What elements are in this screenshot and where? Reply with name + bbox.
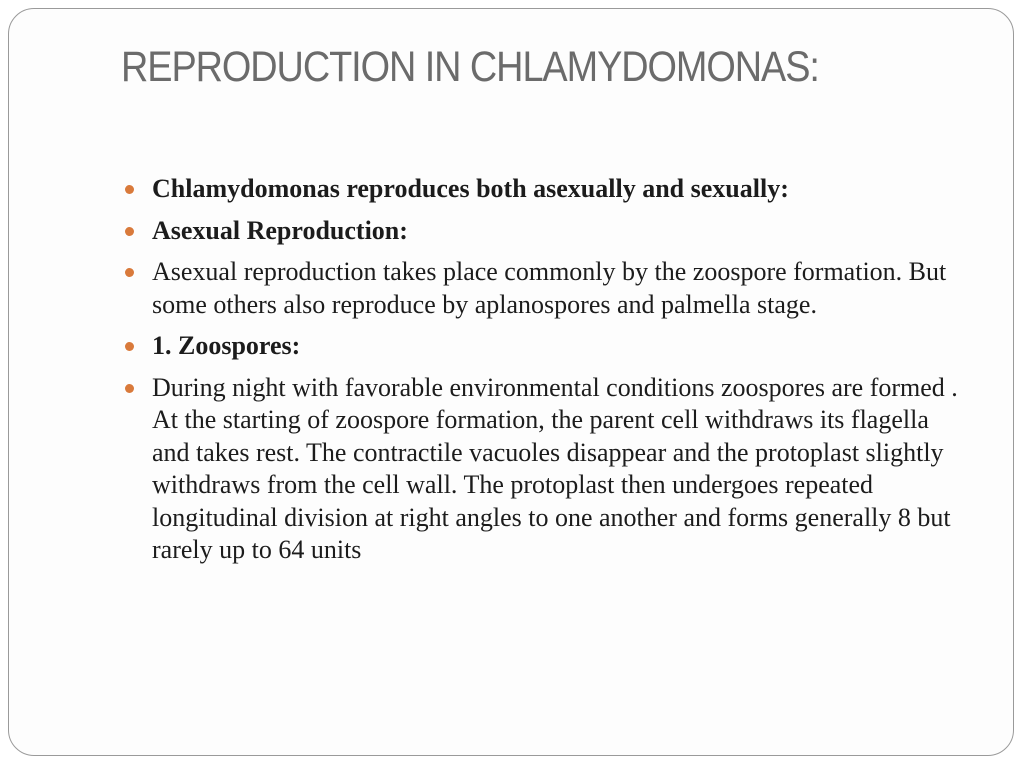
bullet-dot-icon <box>125 384 134 393</box>
bullet-list <box>121 173 971 576</box>
bullet-item <box>121 173 971 206</box>
bullet-text: Chlamydomonas reproduces both asexually and sexually: <box>152 174 789 203</box>
bullet-dot-icon <box>125 268 134 277</box>
bullet-text: Asexual reproduction takes place commonly by the zoospore formation. But some others also reproduce by aplanospores and palmella stage. <box>152 257 947 319</box>
bullet-item <box>121 372 971 567</box>
bullet-dot-icon <box>125 342 134 351</box>
bullet-text: Asexual Reproduction: <box>152 215 408 245</box>
bullet-item <box>121 256 971 321</box>
bullet-dot-icon <box>125 185 134 194</box>
bullet-text: During night with favorable environmental conditions zoospores are formed . At the starting of zoospore formation, the parent cell withdraws its flagella and takes rest. The contractile vacuoles disappear and the protoplast slightly withdraws from the cell wall. The protoplast then undergoes repeated longitudinal division at right angles to one another and forms generally 8 but rarely up to 64 units <box>152 372 958 564</box>
bullet-text: 1. Zoospores: <box>152 331 301 360</box>
bullet-dot-icon <box>125 227 134 236</box>
bullet-item <box>121 330 971 363</box>
bullet-item <box>121 215 971 248</box>
slide-title: REPRODUCTION IN CHLAMYDOMONAS: <box>121 43 819 91</box>
slide-frame <box>8 8 1014 756</box>
